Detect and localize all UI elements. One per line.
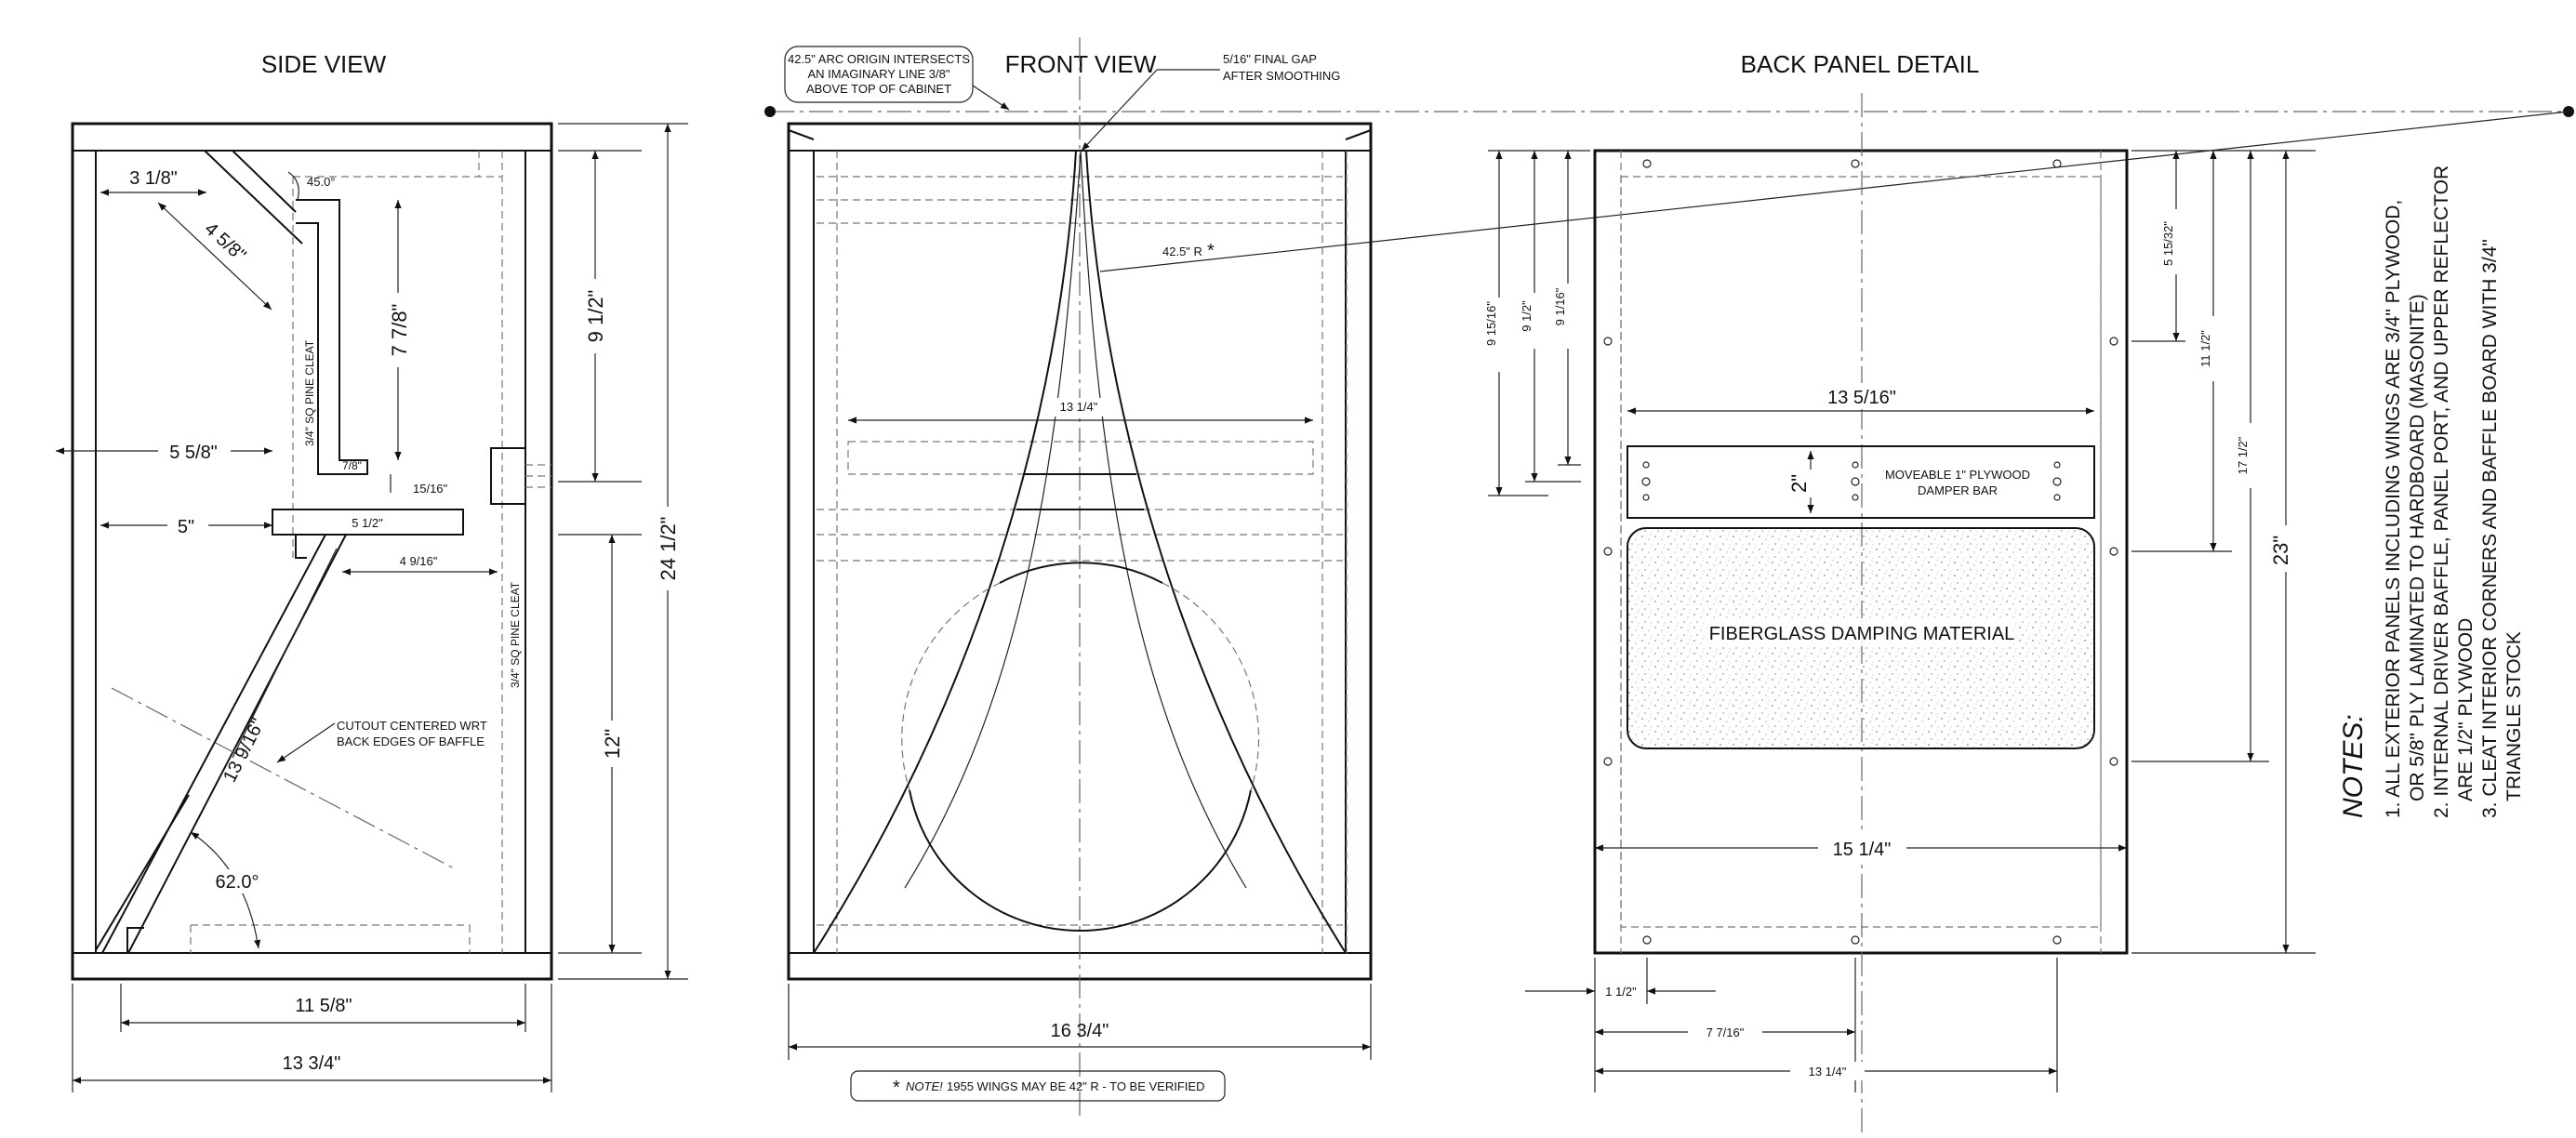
back-dim-7-7-16: 7 7/16"	[1706, 1026, 1745, 1039]
front-gap-note-2: AFTER SMOOTHING	[1223, 69, 1341, 83]
side-dim-5-5-8: 5 5/8"	[169, 443, 218, 463]
note-line-5: 3. CLEAT INTERIOR CORNERS AND BAFFLE BOARD WITH 3/4"	[2479, 239, 2501, 818]
back-damper-label-2: DAMPER BAR	[1918, 483, 1998, 497]
back-dim-15-1-4: 15 1/4"	[1832, 840, 1892, 860]
back-dim-9-15-16: 9 15/16"	[1484, 301, 1498, 346]
notes-heading: NOTES:	[2338, 714, 2369, 818]
note-line-2: OR 5/8" PLY LAMINATED TO HARDBOARD (MASONITE)	[2407, 294, 2428, 801]
side-dim-7-7-8: 7 7/8"	[388, 303, 411, 357]
front-dim-13-1-4: 13 1/4"	[1059, 400, 1098, 414]
back-dim-9-1-16: 9 1/16"	[1553, 287, 1567, 326]
front-arc-note-1: 42.5" ARC ORIGIN INTERSECTS	[787, 52, 971, 66]
arc-origin-left-point	[764, 106, 776, 117]
side-dim-5-1-2: 5 1/2"	[352, 516, 383, 530]
note-line-3: 2. INTERNAL DRIVER BAFFLE, PANEL PORT, AND UPPER REFLECTOR	[2431, 165, 2452, 818]
back-dim-2: 2"	[1787, 473, 1811, 494]
side-dim-24-1-2: 24 1/2"	[657, 516, 680, 581]
side-dim-3-1-8: 3 1/8"	[129, 168, 178, 189]
back-dim-1-1-2: 1 1/2"	[1605, 985, 1637, 999]
back-damper-label-1: MOVEABLE 1" PLYWOOD	[1884, 468, 2031, 482]
side-view	[56, 124, 688, 1092]
back-dim-13-5-16: 13 5/16"	[1827, 388, 1896, 408]
back-dim-11-1-2: 11 1/2"	[2198, 330, 2212, 367]
front-arc-note-2: AN IMAGINARY LINE 3/8"	[807, 67, 950, 81]
notes	[2338, 165, 2525, 818]
side-dim-4-9-16: 4 9/16"	[399, 554, 438, 568]
side-dim-62-deg: 62.0°	[215, 872, 259, 893]
note-line-6: TRIANGLE STOCK	[2503, 631, 2525, 801]
side-cutout-note-1: CUTOUT CENTERED WRT	[337, 719, 487, 733]
front-gap-note-1: 5/16" FINAL GAP	[1223, 52, 1317, 66]
back-dim-13-1-4: 13 1/4"	[1808, 1065, 1847, 1078]
note-line-1: 1. ALL EXTERIOR PANELS INCLUDING WINGS ARE 3/4" PLYWOOD,	[2383, 199, 2404, 818]
front-arc-note-3: ABOVE TOP OF CABINET	[805, 82, 952, 96]
side-dim-7-8: 7/8"	[342, 459, 362, 472]
back-dim-17-1-2: 17 1/2"	[2236, 436, 2250, 475]
note-line-4: ARE 1/2" PLYWOOD	[2455, 617, 2476, 801]
side-view-title: SIDE VIEW	[260, 50, 387, 78]
side-dim-13-9-16: 13 9/16"	[219, 715, 270, 787]
side-cleat-left: 3/4" SQ PINE CLEAT	[303, 339, 316, 446]
front-view	[785, 37, 1371, 1116]
side-cleat-right: 3/4" SQ PINE CLEAT	[509, 581, 522, 688]
front-footnote-text: 1955 WINGS MAY BE 42" R - TO BE VERIFIED	[947, 1079, 1205, 1093]
back-panel	[1484, 93, 2316, 1138]
side-cutout-note-2: BACK EDGES OF BAFFLE	[337, 734, 485, 748]
side-dim-12: 12"	[601, 728, 624, 760]
side-dim-9-1-2: 9 1/2"	[584, 289, 607, 343]
back-fiberglass-label: FIBERGLASS DAMPING MATERIAL	[1708, 624, 2015, 644]
side-dim-13-3-4: 13 3/4"	[282, 1053, 341, 1074]
front-footnote-note: NOTE!	[906, 1079, 943, 1093]
front-view-title: FRONT VIEW	[1004, 50, 1157, 78]
back-dim-23: 23"	[2269, 535, 2292, 566]
side-dim-45-deg: 45.0°	[307, 175, 336, 189]
front-radius-asterisk: *	[1207, 241, 1215, 261]
radius-line	[1100, 112, 2569, 271]
front-dim-16-3-4: 16 3/4"	[1050, 1021, 1109, 1041]
back-dim-9-1-2: 9 1/2"	[1520, 300, 1534, 332]
front-radius-label: 42.5" R	[1162, 245, 1202, 258]
side-dim-11-5-8: 11 5/8"	[295, 996, 352, 1016]
side-dim-4-5-8: 4 5/8"	[200, 218, 250, 266]
side-dim-5: 5"	[177, 517, 195, 537]
back-panel-title: BACK PANEL DETAIL	[1740, 50, 1980, 78]
back-dim-5-15-32: 5 15/32"	[2161, 221, 2175, 266]
side-dim-15-16: 15/16"	[413, 482, 448, 496]
front-footnote-star: *	[893, 1078, 900, 1098]
